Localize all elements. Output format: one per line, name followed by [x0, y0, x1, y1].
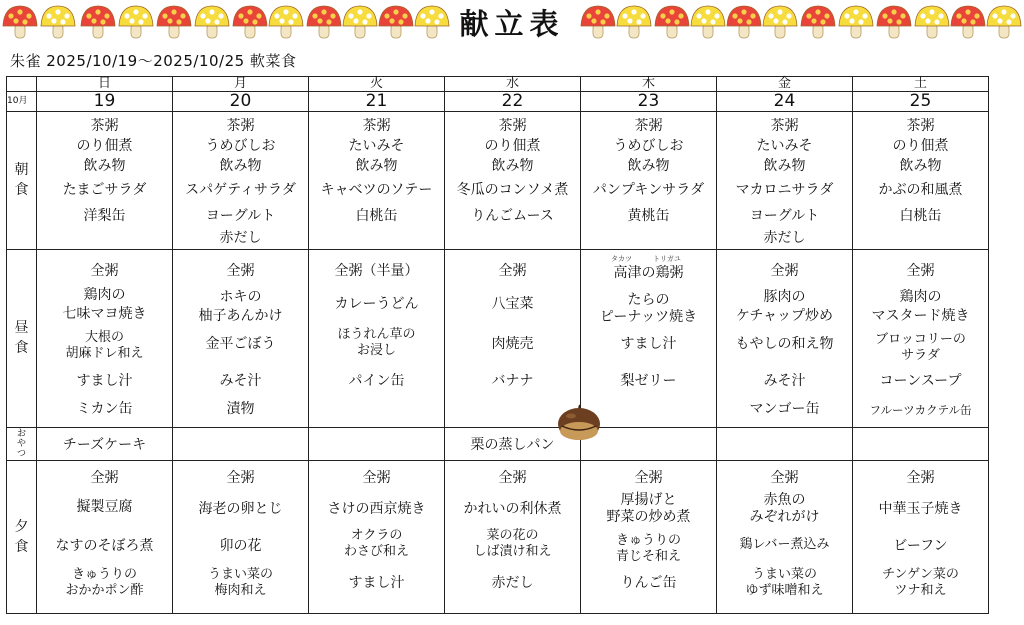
lunch-item: 全粥: [770, 262, 799, 279]
breakfast-item: うめびしお: [205, 137, 276, 154]
lunch-item: ミカン缶: [76, 400, 133, 417]
ruby-text: タカツ: [611, 254, 632, 263]
breakfast-item: 茶粥: [906, 117, 935, 134]
dinner-cell-20: [173, 460, 309, 613]
weekday-sun: 日: [37, 77, 173, 92]
breakfast-item: たいみそ: [756, 137, 813, 154]
lunch-item: 全粥: [90, 262, 119, 279]
lunch-item: バナナ: [491, 372, 534, 389]
mushroom-icon: [307, 6, 341, 38]
mushroom-icon: [839, 6, 873, 38]
mushroom-icon: [119, 6, 153, 38]
breakfast-cell-20: [173, 111, 309, 249]
lunch-item: たらの: [627, 291, 670, 308]
breakfast-item: パンプキンサラダ: [592, 181, 705, 198]
lunch-item: 梨ゼリー: [620, 372, 677, 389]
breakfast-cell-23: [581, 111, 717, 249]
weekday-sat: 土: [853, 77, 989, 92]
lunch-cell-24: [717, 249, 853, 428]
mushroom-icon: [801, 6, 835, 38]
dinner-item: きゅうりの: [615, 532, 681, 548]
breakfast-item: のり佃煮: [892, 137, 949, 154]
dinner-cell-23: [581, 460, 717, 613]
lunch-label-char: 昼: [14, 320, 29, 337]
mushroom-icon: [915, 6, 949, 38]
mushroom-icon: [691, 6, 725, 38]
breakfast-label-char: 朝: [14, 162, 29, 179]
breakfast-cell-22: [445, 111, 581, 249]
breakfast-item: うめびしお: [613, 137, 684, 154]
dinner-item: うまい菜の: [751, 566, 817, 582]
dinner-item: 青じそ和え: [615, 548, 681, 564]
snack-cell-21: [309, 428, 445, 461]
month-label: 10月: [7, 92, 37, 111]
mushroom-icon: [379, 6, 413, 38]
snack-label-char: つ: [16, 449, 26, 459]
snack-cell-22: 栗の蒸しパン: [445, 428, 581, 461]
dinner-item: ビーフン: [893, 537, 948, 554]
lunch-item: もやしの和え物: [735, 335, 834, 352]
dinner-item: 梅肉和え: [214, 582, 267, 598]
snack-cell-20: [173, 428, 309, 461]
dinner-cell-24: [717, 460, 853, 613]
ruby-text: トリガユ: [653, 254, 681, 263]
breakfast-item: 赤だし: [763, 229, 806, 246]
dinner-item: 全粥: [634, 469, 663, 486]
breakfast-item: たいみそ: [348, 137, 405, 154]
lunch-item: すまし汁: [76, 372, 133, 389]
dinner-cell-25: [853, 460, 989, 613]
dinner-item: おかかポン酢: [65, 582, 144, 598]
breakfast-item: スパゲティサラダ: [185, 181, 296, 198]
lunch-item: マスタード焼き: [871, 307, 970, 324]
lunch-cell-20: [173, 249, 309, 428]
breakfast-cell-21: [309, 111, 445, 249]
dinner-item: 野菜の炒め煮: [606, 508, 691, 525]
date-25: 25: [853, 92, 989, 111]
breakfast-item: ヨーグルト: [205, 207, 276, 224]
breakfast-item: 飲み物: [627, 157, 670, 174]
breakfast-item: 茶粥: [90, 117, 119, 134]
lunch-item: 八宝菜: [491, 295, 534, 312]
page-title: 献立表: [450, 2, 574, 46]
breakfast-item: 茶粥: [362, 117, 391, 134]
lunch-item: マンゴー缶: [749, 400, 820, 417]
mushroom-banner: [0, 0, 1024, 46]
date-21: 21: [309, 92, 445, 111]
mushroom-icon: [3, 6, 37, 38]
breakfast-item: 冬瓜のコンソメ煮: [456, 181, 569, 198]
snack-label-char: お: [16, 429, 26, 439]
lunch-item: すまし汁: [620, 335, 677, 352]
date-19: 19: [37, 92, 173, 111]
dinner-item: 全粥: [498, 469, 527, 486]
date-24: 24: [717, 92, 853, 111]
dinner-label-char: 食: [14, 538, 29, 555]
dinner-item: かれいの利休煮: [463, 500, 562, 517]
weekday-thu: 木: [581, 77, 717, 92]
lunch-label: [7, 249, 37, 428]
lunch-item: 鶏肉の: [899, 288, 942, 305]
dinner-item: 全粥: [906, 469, 935, 486]
breakfast-item: 茶粥: [498, 117, 527, 134]
mushroom-icon: [763, 6, 797, 38]
lunch-item: ほうれん草の: [337, 326, 416, 342]
mushroom-icon: [951, 6, 985, 38]
chestnut-icon: [556, 404, 602, 442]
breakfast-item: 飲み物: [219, 157, 262, 174]
breakfast-item: 赤だし: [219, 229, 262, 246]
mushroom-icon: [195, 6, 229, 38]
dinner-item: 中華玉子焼き: [878, 500, 963, 517]
breakfast-item: 茶粥: [770, 117, 799, 134]
dinner-item: わさび和え: [343, 543, 409, 559]
weekday-mon: 月: [173, 77, 309, 92]
mushroom-icon: [987, 6, 1021, 38]
dinner-item: ゆず味噌和え: [745, 582, 824, 598]
breakfast-item: マカロニサラダ: [735, 181, 834, 198]
breakfast-item: 飲み物: [355, 157, 398, 174]
lunch-item: ブロッコリーの: [875, 331, 966, 347]
breakfast-item: のり佃煮: [76, 137, 133, 154]
lunch-cell-22: [445, 249, 581, 428]
dinner-cell-21: [309, 460, 445, 613]
lunch-item: 豚肉の: [763, 288, 806, 305]
lunch-item: カレーうどん: [334, 295, 419, 312]
breakfast-item: 白桃缶: [899, 207, 942, 224]
dinner-item: なすのそぼろ煮: [55, 537, 154, 554]
dinner-item: 擬製豆腐: [76, 498, 133, 515]
breakfast-cell-24: [717, 111, 853, 249]
dinner-item: 厚揚げと: [620, 491, 677, 508]
snack-cell-25: [853, 428, 989, 461]
lunch-item: ピーナッツ焼き: [599, 308, 698, 325]
breakfast-row: [7, 111, 989, 249]
lunch-cell-23: [581, 249, 717, 428]
lunch-item: ケチャップ炒め: [735, 307, 834, 324]
lunch-item: お浸し: [356, 342, 396, 358]
lunch-item: ホキの: [219, 288, 262, 305]
lunch-item: 全粥（半量）: [334, 262, 419, 279]
mushroom-icon: [617, 6, 651, 38]
date-23: 23: [581, 92, 717, 111]
dinner-item: 赤魚の: [763, 491, 806, 508]
lunch-item: 肉焼売: [491, 335, 534, 352]
dinner-item: チンゲン菜の: [882, 566, 959, 582]
mushroom-icon: [269, 6, 303, 38]
mushroom-icon: [655, 6, 689, 38]
lunch-row: [7, 249, 989, 428]
lunch-item: 高津の鶏粥: [613, 264, 684, 281]
mushroom-icon: [415, 6, 449, 38]
mushroom-icon: [343, 6, 377, 38]
breakfast-item: 飲み物: [83, 157, 126, 174]
lunch-label-char: 食: [14, 340, 29, 357]
dinner-item: オクラの: [350, 527, 403, 543]
mushroom-icon: [727, 6, 761, 38]
snack-label-char: や: [16, 439, 26, 449]
menu-subtitle: 朱雀 2025/10/19～2025/10/25 軟菜食: [10, 52, 297, 70]
breakfast-item: 飲み物: [491, 157, 534, 174]
dinner-item: 全粥: [226, 469, 255, 486]
dinner-label: [7, 460, 37, 613]
dinner-item: 全粥: [362, 469, 391, 486]
mushroom-icon: [41, 6, 75, 38]
dinner-item: 菜の花の: [486, 527, 539, 543]
date-row: [7, 92, 989, 111]
breakfast-item: キャベツのソテー: [320, 181, 433, 198]
breakfast-cell-19: [37, 111, 173, 249]
lunch-item: みそ汁: [219, 372, 262, 389]
lunch-item: 全粥: [498, 262, 527, 279]
dinner-item: 赤だし: [491, 574, 534, 591]
dinner-item: きゅうりの: [71, 566, 137, 582]
breakfast-item: 飲み物: [763, 157, 806, 174]
dinner-item: すまし汁: [348, 574, 405, 591]
breakfast-item: ヨーグルト: [749, 207, 820, 224]
dinner-item: 鶏レバー煮込み: [739, 536, 830, 552]
breakfast-item: 洋梨缶: [83, 207, 126, 224]
dinner-item: しば漬け和え: [473, 543, 552, 559]
dinner-row: [7, 460, 989, 613]
dinner-item: 卯の花: [219, 537, 262, 554]
corner-cell: [7, 77, 37, 92]
breakfast-item: 白桃缶: [355, 207, 398, 224]
lunch-item: 鶏肉の: [83, 286, 126, 303]
lunch-cell-25: [853, 249, 989, 428]
mushroom-icon: [877, 6, 911, 38]
weekday-wed: 水: [445, 77, 581, 92]
breakfast-item: りんごムース: [471, 207, 554, 224]
dinner-cell-19: [37, 460, 173, 613]
lunch-cell-19: [37, 249, 173, 428]
mushroom-icon: [157, 6, 191, 38]
dinner-item: 全粥: [90, 469, 119, 486]
mushroom-icon: [233, 6, 267, 38]
mushroom-icon: [581, 6, 615, 38]
breakfast-item: 茶粥: [226, 117, 255, 134]
breakfast-item: たまごサラダ: [62, 181, 147, 198]
lunch-item: 全粥: [906, 262, 935, 279]
dinner-item: りんご缶: [620, 574, 677, 591]
dinner-item: みぞれがけ: [749, 508, 820, 525]
breakfast-item: かぶの和風煮: [878, 181, 963, 198]
breakfast-label-char: 食: [14, 182, 29, 199]
weekday-tue: 火: [309, 77, 445, 92]
breakfast-item: のり佃煮: [484, 137, 541, 154]
snack-label: [7, 428, 37, 461]
date-22: 22: [445, 92, 581, 111]
lunch-item: 全粥: [226, 262, 255, 279]
lunch-item: パイン缶: [348, 372, 405, 389]
lunch-item: サラダ: [901, 347, 940, 363]
weekday-row: [7, 77, 989, 92]
lunch-item: コーンスープ: [879, 372, 962, 389]
menu-table: [6, 76, 989, 614]
breakfast-item: 茶粥: [634, 117, 663, 134]
breakfast-item: 黄桃缶: [627, 207, 670, 224]
lunch-item: 七味マヨ焼き: [62, 305, 147, 322]
lunch-item: 漬物: [226, 400, 255, 417]
mushroom-icon: [81, 6, 115, 38]
lunch-item: 胡麻ドレ和え: [65, 345, 144, 361]
lunch-item: みそ汁: [763, 372, 806, 389]
dinner-item: 全粥: [770, 469, 799, 486]
breakfast-item: 飲み物: [899, 157, 942, 174]
breakfast-cell-25: [853, 111, 989, 249]
lunch-item: 大根の: [84, 329, 124, 345]
dinner-item: ツナ和え: [894, 582, 947, 598]
dinner-item: 海老の卵とじ: [198, 500, 283, 517]
dinner-cell-22: [445, 460, 581, 613]
date-20: 20: [173, 92, 309, 111]
lunch-item: フルーツカクテル缶: [869, 402, 972, 417]
lunch-item: 金平ごぼう: [205, 335, 276, 352]
weekday-fri: 金: [717, 77, 853, 92]
dinner-item: さけの西京焼き: [327, 500, 426, 517]
breakfast-label: [7, 111, 37, 249]
dinner-label-char: 夕: [14, 518, 29, 535]
snack-row: [7, 428, 989, 461]
lunch-cell-21: [309, 249, 445, 428]
snack-cell-19: チーズケーキ: [37, 428, 173, 461]
dinner-item: うまい菜の: [207, 566, 273, 582]
snack-cell-24: [717, 428, 853, 461]
lunch-item: 柚子あんかけ: [198, 307, 283, 324]
